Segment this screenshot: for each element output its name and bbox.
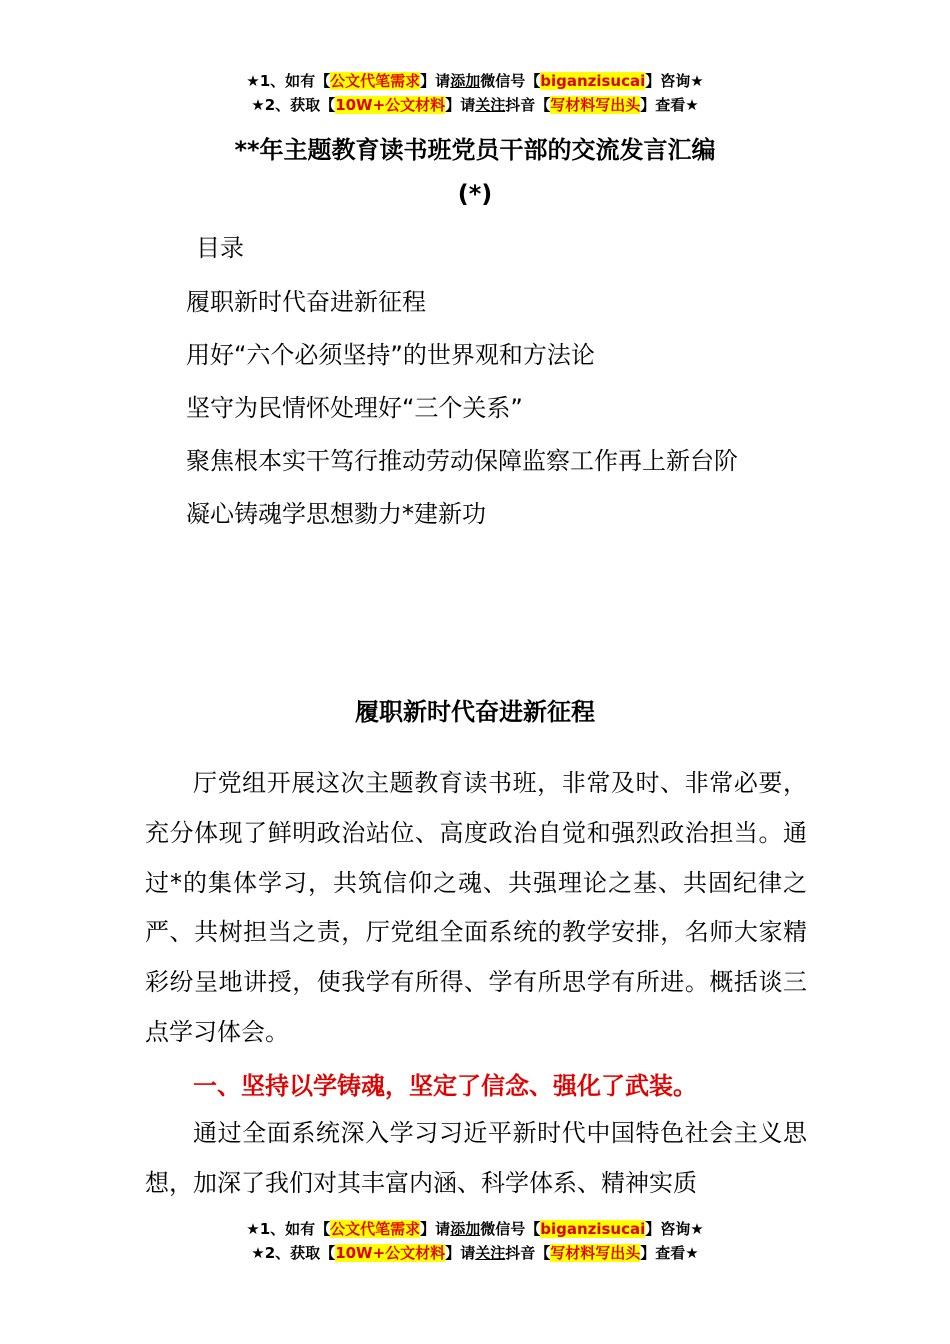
promo-text: 微信号【 [480,1220,541,1238]
promo-highlight: 公文代笔需求 [330,1220,421,1238]
promo-text: 】咨询★ [645,72,704,90]
promo-underline: 添加 [450,1220,481,1238]
promo-underline: 关注 [475,1244,506,1262]
section-title: 履职新时代奋进新征程 [355,698,595,726]
toc-item[interactable]: 凝心铸魂学思想勠力*建新功 [186,500,486,528]
promo-highlight: 写材料写出头 [550,1244,641,1262]
promo-text: 】查看★ [640,96,699,114]
promo-line-1-top [0,70,950,92]
toc-item[interactable]: 聚焦根本实干笃行推动劳动保障监察工作再上新台阶 [186,447,738,475]
promo-text: 】咨询★ [645,1220,704,1238]
body-paragraph-1: 厅党组开展这次主题教育读书班，非常及时、非常必要，充分体现了鲜明政治站位、高度政治自觉和强烈政治担当。通过*的集体学习，共筑信仰之魂、共强理论之基、共固纪律之严、共树担当之责，厅党组全面系统的教学安排，名师大家精彩纷呈地讲授，使我学有所得、学有所思学有所进。概括谈三点学习体会。 [145,769,807,1046]
toc-heading: 目录 [196,234,244,262]
promo-text: 】请 [420,1220,451,1238]
body-paragraph-2: 通过全面系统深入学习习近平新时代中国特色社会主义思想，加深了我们对其丰富内涵、科学体系、精神实质 [145,1119,807,1197]
promo-highlight: 10W+公文材料 [335,1244,446,1262]
promo-text: ★1、如有【 [246,1220,331,1238]
promo-text: 】请 [420,72,451,90]
promo-line-1-bottom [0,1218,950,1240]
section-heading-1: 一、坚持以学铸魂，坚定了信念、强化了武装。 [193,1072,697,1100]
promo-line-2-bottom [0,1242,950,1264]
promo-text: 】请 [445,1244,476,1262]
promo-highlight: 公文代笔需求 [330,72,421,90]
promo-text: 抖音【 [505,96,551,114]
doc-title-line-1: **年主题教育读书班党员干部的交流发言汇编 [234,136,716,164]
promo-underline: 添加 [450,72,481,90]
promo-text: ★2、获取【 [251,96,336,114]
promo-highlight: 写材料写出头 [550,96,641,114]
promo-text: 微信号【 [480,72,541,90]
toc-item[interactable]: 坚守为民情怀处理好“三个关系” [186,394,523,422]
doc-title-line-2: (*) [457,180,493,208]
promo-text: ★2、获取【 [251,1244,336,1262]
promo-text: ★1、如有【 [246,72,331,90]
promo-text: 】查看★ [640,1244,699,1262]
promo-highlight: biganzisucai [540,72,646,90]
toc-item[interactable]: 履职新时代奋进新征程 [186,288,426,316]
promo-underline: 关注 [475,96,506,114]
promo-highlight: biganzisucai [540,1220,646,1238]
toc-item[interactable]: 用好“六个必须坚持”的世界观和方法论 [186,341,595,369]
promo-text: 】请 [445,96,476,114]
promo-highlight: 10W+公文材料 [335,96,446,114]
promo-text: 抖音【 [505,1244,551,1262]
promo-line-2-top [0,94,950,116]
